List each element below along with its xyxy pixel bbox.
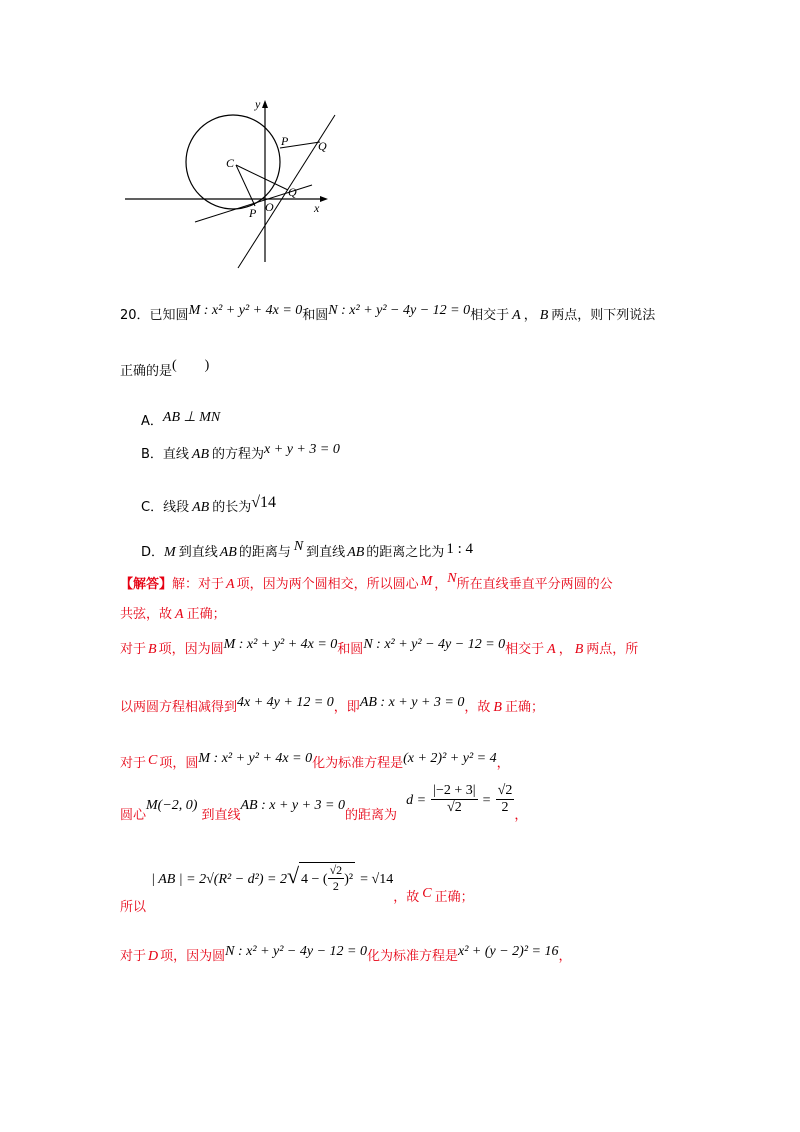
numerator: √2: [497, 783, 513, 798]
math-circle-n: N : x² + y² − 4y − 12 = 0: [363, 637, 506, 652]
denominator: √2: [447, 800, 462, 815]
solution-text: 对于: [120, 756, 147, 771]
solution-text: 相交于: [505, 642, 545, 657]
option-label: B．直线: [141, 447, 189, 462]
geometry-figure: [120, 95, 340, 275]
option-math: 1 : 4: [446, 541, 473, 557]
label-x: x: [314, 201, 320, 215]
option-math: AB: [192, 500, 210, 515]
solution-text: 和圆: [337, 642, 364, 657]
math-line-ab: AB : x + y + 3 = 0: [240, 797, 346, 813]
fraction: [328, 863, 345, 894]
solution-text: 正确；: [434, 890, 474, 905]
solution-line-6: [120, 783, 528, 830]
answer-parens: ( ): [172, 358, 210, 373]
question-line-1: [120, 304, 655, 324]
math-a: A: [512, 308, 521, 323]
option-b: [141, 443, 340, 463]
denominator: 2: [332, 879, 339, 893]
solution-text: 项，因为圆: [158, 642, 224, 657]
option-d: [141, 541, 473, 561]
solution-text: 正确；: [504, 700, 544, 715]
question-text: 相交于: [470, 308, 510, 323]
chord-length-formula: [151, 862, 393, 894]
option-a: [141, 410, 220, 430]
math-expression: 4x + 4y + 12 = 0: [237, 695, 334, 710]
solution-text: 对于: [120, 642, 147, 657]
option-text: 到直线: [306, 545, 346, 560]
numerator: |−2 + 3|: [433, 783, 476, 798]
option-c: [141, 496, 276, 516]
math-expression: )²: [344, 872, 354, 887]
math-standard-form: (x + 2)² + y² = 4: [403, 751, 497, 766]
numerator: √2: [329, 863, 343, 877]
question-text: 两点，则下列说法: [551, 308, 656, 323]
label-q-bottom: Q: [288, 185, 297, 199]
question-number: 20．: [120, 308, 150, 323]
math-b: B: [148, 642, 157, 657]
math-circle-m: M : x² + y² + 4x = 0: [223, 637, 338, 652]
solution-text: 化为标准方程是: [312, 756, 404, 771]
solution-text: 圆心: [120, 808, 147, 823]
option-math: AB: [191, 447, 210, 462]
equals: =: [482, 793, 491, 808]
option-text: 的方程为: [212, 447, 265, 462]
math-expression: | AB | = 2√(R² − d²) = 2: [151, 872, 287, 887]
option-text: 的长为: [212, 500, 252, 515]
denominator: 2: [501, 800, 509, 815]
label-o: O: [265, 200, 274, 214]
solution-text: 到直线: [201, 808, 241, 823]
distance-formula: [406, 783, 514, 816]
label-c: C: [226, 156, 235, 170]
question-text: ，: [523, 308, 537, 323]
question-line-2: [120, 360, 209, 380]
math-expression: 4 − (: [301, 872, 328, 887]
solution-line-5: [120, 752, 510, 772]
solution-text: 所在直线垂直平分两圆的公: [456, 577, 613, 592]
fraction: [431, 783, 477, 816]
question-text: 正确的是: [120, 364, 173, 379]
option-text: 的距离与: [238, 545, 291, 560]
solution-line-2: [120, 603, 226, 623]
solution-text: 对于: [120, 949, 147, 964]
x-axis-arrow: [320, 196, 328, 202]
solution-line-1: [120, 573, 613, 593]
solution-text: 解：对于: [172, 577, 225, 592]
solution-line-7: [120, 862, 474, 915]
option-math: N: [293, 539, 304, 554]
solution-text: 共弦，故: [120, 607, 173, 622]
segment-cp: [236, 165, 255, 206]
option-math: M: [164, 545, 176, 560]
solution-line-3: [120, 638, 638, 658]
solution-text: ，即: [333, 700, 360, 715]
solution-line-8: [120, 945, 572, 965]
option-text: 到直线: [178, 545, 218, 560]
label-p-bottom: P: [249, 206, 257, 220]
solution-text: 正确；: [186, 607, 226, 622]
label-p-top: P: [281, 134, 289, 148]
math-circle-n: N : x² + y² − 4y − 12 = 0: [225, 944, 367, 959]
option-label: A．: [141, 414, 163, 429]
solution-text: ，: [558, 642, 572, 657]
option-label: D．: [141, 545, 165, 560]
question-text: 已知圆: [149, 308, 189, 323]
solution-text: 以两圆方程相减得到: [120, 700, 238, 715]
math-c: C: [422, 886, 432, 901]
question-text: 和圆: [302, 308, 329, 323]
option-math: AB: [219, 545, 237, 560]
solution-text: 项，因为两个圆相交，所以圆心: [236, 577, 419, 592]
math-a: A: [547, 642, 556, 657]
math-circle-n: N : x² + y² − 4y − 12 = 0: [328, 303, 471, 318]
sqrt-body: [299, 862, 355, 894]
option-text: 的距离之比为: [366, 545, 445, 560]
math-standard-form: x² + (y − 2)² = 16: [458, 944, 559, 959]
math-c: C: [148, 753, 158, 768]
sqrt-sign: √: [286, 863, 300, 888]
y-axis-arrow: [262, 100, 268, 108]
math-expression: = √14: [360, 872, 394, 887]
solution-text: 两点，所: [586, 642, 639, 657]
solution-text: 项，因为圆: [160, 949, 226, 964]
option-label: C．线段: [141, 500, 190, 515]
solution-text: 的距离为: [345, 808, 398, 823]
math-b: B: [574, 642, 584, 657]
math-d: d =: [406, 793, 427, 808]
solution-line-4: [120, 696, 544, 716]
label-q-top: Q: [318, 139, 327, 153]
solution-text: 项，圆: [159, 756, 199, 771]
solution-text: ，: [514, 808, 528, 823]
math-expression: AB : x + y + 3 = 0: [359, 695, 465, 710]
math-circle-m: M : x² + y² + 4x = 0: [198, 751, 313, 766]
math-b: B: [539, 308, 549, 323]
option-math: √14: [251, 494, 276, 511]
option-math: AB ⊥ MN: [162, 410, 221, 425]
solution-text: ，: [558, 949, 572, 964]
solution-text: ，: [434, 577, 448, 592]
math-point-m: M(−2, 0): [146, 797, 198, 813]
math-m: M: [420, 574, 433, 589]
option-math: AB: [347, 545, 365, 560]
math-a: A: [175, 607, 184, 622]
segment-cq: [236, 165, 288, 190]
solution-text: 所以: [120, 900, 147, 915]
math-d: D: [148, 949, 159, 964]
solution-text: ，故: [464, 700, 491, 715]
solution-text: 化为标准方程是: [366, 949, 458, 964]
math-b: B: [493, 700, 502, 715]
solution-text: ，故: [393, 890, 420, 905]
fraction: [496, 783, 515, 816]
option-math: x + y + 3 = 0: [264, 442, 340, 457]
solution-tag: 【解答】: [120, 577, 173, 592]
solution-text: ，: [496, 756, 510, 771]
math-n: N: [447, 571, 457, 586]
label-y: y: [255, 97, 261, 111]
math-a: A: [226, 577, 235, 592]
math-circle-m: M : x² + y² + 4x = 0: [188, 303, 303, 318]
